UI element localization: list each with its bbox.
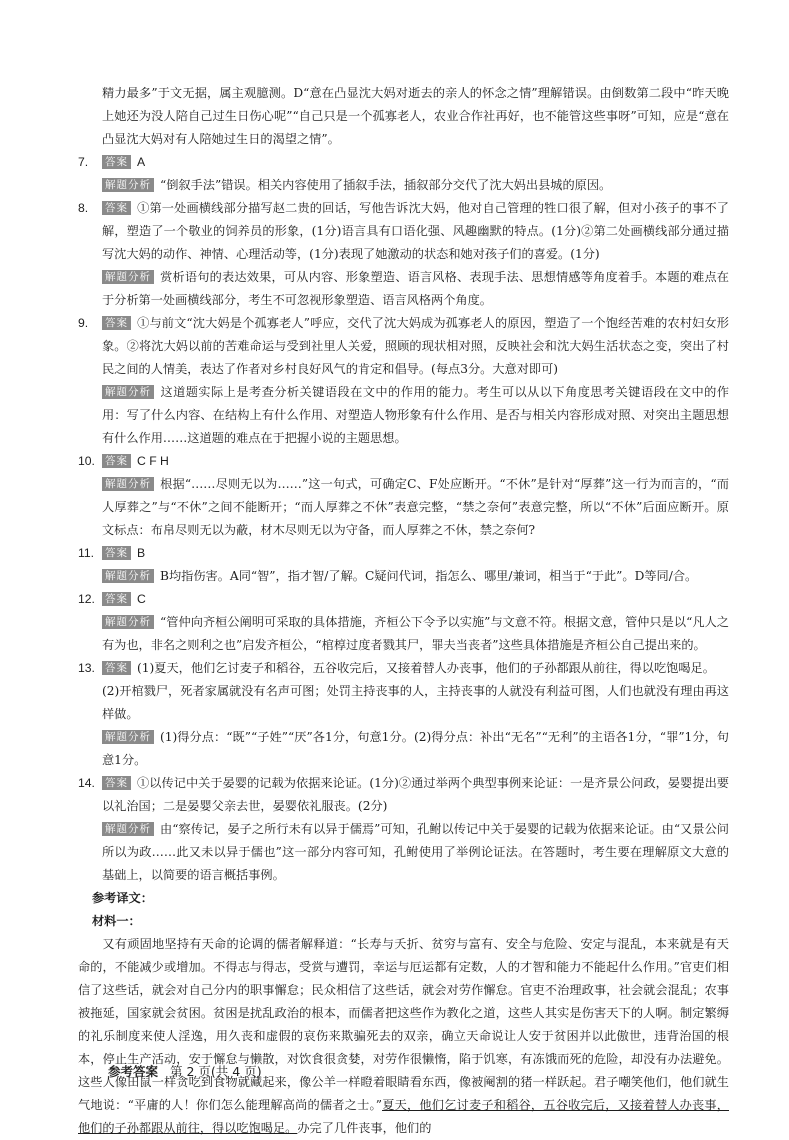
analysis-text: “管仲向齐桓公阐明可采取的具体措施，齐桓公下令予以实施”与文意不符。根据文意，管仲只是以“凡人之有为也，非名之则利之也”启发齐桓公，“棺椁过度者戮其尸，罪夫当丧者”这些具体措施是齐桓公自己提出来的。 [102,615,729,652]
answer-label: 答案 [102,201,131,215]
analysis-text: “倒叙手法”错误。相关内容使用了插叙手法，插叙部分交代了沈大妈出县城的原因。 [160,178,612,192]
answer-text: (1)夏天，他们乞讨麦子和稻谷，五谷收完后，又接着替人办丧事，他们的子孙都跟从前往，得以吃饱喝足。 [137,661,715,675]
footer-label: 参考答案 [108,1064,159,1079]
analysis-text: (1)得分点：“既”“子姓”“厌”各1分，句意1分。(2)得分点：补出“无名”“无利”的主语各1分，“罪”1分，句意1分。 [102,730,729,767]
footer-page-number: 第 2 页(共 4 页) [170,1064,262,1079]
question-11 [78,542,729,588]
analysis-label: 解题分析 [102,615,154,629]
question-9 [78,312,729,450]
answer-label: 答案 [102,776,131,790]
analysis-text: 这道题实际上是考查分析关键语段在文中的作用的能力。考生可以从以下角度思考关键语段在文中的作用：写了什么内容、在结构上有什么作用、对塑造人物形象有什么作用、是否与相关内容形成对照、对突出主题思想有什么作用……这道题的难点在于把握小说的主题思想。 [102,385,729,445]
answer-label: 答案 [102,661,131,675]
question-14 [78,772,729,887]
question-8 [78,197,729,312]
translation-paragraph [78,933,729,1140]
analysis-label: 解题分析 [102,569,154,583]
answer-text-2: (2)开棺戮尸，死者家属就没有名声可图；处罚主持丧事的人，主持丧事的人就没有利益可图，人们也就没有理由再这样做。 [102,684,729,721]
answer-text: B [137,546,146,560]
page-footer [108,1060,262,1083]
question-number: 8. [78,201,89,215]
question-number: 9. [78,316,89,330]
analysis-label: 解题分析 [102,477,154,491]
question-number: 13. [78,661,95,675]
answer-label: 答案 [102,454,131,468]
question-number: 12. [78,592,95,606]
answer-label: 答案 [102,316,131,330]
question-10 [78,450,729,542]
answer-text: C [137,592,146,606]
question-number: 11. [78,546,95,560]
analysis-text: B均指伤害。A同“智”，指才智/了解。C疑问代词，指怎么、哪里/兼词，相当于“于此”。D等同/合。 [160,569,698,583]
answer-text: ①与前文“沈大妈是个孤寡老人”呼应，交代了沈大妈成为孤寡老人的原因，塑造了一个饱经苦难的农村妇女形象。②将沈大妈以前的苦难命运与受到社里人关爱，照顾的现状相对照，反映社会和沈大妈生活状态之变，突出了村民之间的人情美，表达了作者对乡村良好风气的肯定和倡导。(每点3分。大意对即可) [102,316,729,376]
analysis-text: 根据“……尽则无以为……”这一句式，可确定C、F处应断开。“不休”是针对“厚葬”这一行为而言的，“而人厚葬之”与“不休”之间不能断开；“而人厚葬之不休”表意完整，“禁之奈何”表意完整，所以“不休”后面应断开。原文标点：布帛尽则无以为蔽，材木尽则无以为守备，而人厚葬之不休，禁之奈何? [102,477,729,537]
question-number: 14. [78,776,95,790]
answer-label: 答案 [102,592,131,606]
continuation-paragraph: 精力最多”于文无据，属主观臆测。D“意在凸显沈大妈对逝去的亲人的怀念之情”理解错误。由倒数第二段中“昨天晚上她还为没人陪自己过生日伤心呢”“自己只是一个孤寡老人，农业合作社再好，也不能管这些事呀”可知，应是“意在凸显沈大妈对有人陪她过生日的渴望之情”。 [102,86,729,146]
analysis-label: 解题分析 [102,178,154,192]
translation-body: 又有顽固地坚持有天命的论调的儒者解释道：“长寿与夭折、贫穷与富有、安全与危险、安定与混乱，本来就是有天命的，不能减少或增加。不得志与得志，受赏与遭罚，幸运与厄运都有定数，人的才智和能力不能起什么作用。”官吏们相信了这些话，就会对自己分内的职事懈怠；民众相信了这些话，就会对劳作懈怠。官吏不治理政事，社会就会混乱；农事被拖延，国家就会贫困。贫困是扰乱政治的根本，而儒者把这些作为教化之道，这些人其实是伤害天下的人啊。制定繁缛的礼乐制度来使人淫逸，用久丧和虚假的哀伤来欺骗死去的双亲，确立天命说让人安于贫困并以此傲世，违背治国的根本，停止生产活动，安于懈怠与懒散，对饮食很贪婪，对劳作很懒惰，陷于饥寒，有冻饿而死的危险，却没有办法避免。这些人像田鼠一样贪吃到食物就藏起来，像公羊一样瞪着眼睛看东西，像被阉割的猪一样跃起。君子嘲笑他们，他们就生气地说：“平庸的人！你们怎么能理解高尚的儒者之士。” [78,937,729,1112]
analysis-label: 解题分析 [102,270,154,284]
question-12 [78,588,729,657]
question-13 [78,657,729,772]
analysis-text: 由“察传记，晏子之所行未有以异于儒焉”可知，孔鲋以传记中关于晏婴的记载为依据来论证。由“又景公问所以为政……此又未以异于儒也”这一部分内容可知，孔鲋使用了举例论证法。在答题时，考生要在理解原文大意的基础上，以简要的语言概括事例。 [102,822,729,882]
translation-underlined: 夏天，他们乞讨麦子和稻谷，五谷收完后，又接着替人办丧事，他们的子孙都跟从前往，得以吃饱喝足。 [78,1098,729,1135]
answer-text: C F H [137,454,169,468]
answer-label: 答案 [102,546,131,560]
question-7 [78,151,729,197]
answer-text: A [137,155,146,169]
answer-text: ①第一处画横线部分描写赵二贵的回话，写他告诉沈大妈，他对自己管理的牲口很了解，但对小孩子的事不了解，塑造了一个敬业的饲养员的形象，(1分)语言具有口语化强、风趣幽默的特点。(1分)②第二处画横线部分通过描写沈大妈的动作、神情、心理活动等，(1分)表现了她激动的状态和她对孩子们的喜爱。(1分) [102,201,729,261]
answer-text: ①以传记中关于晏婴的记载为依据来论证。(1分)②通过举两个典型事例来论证：一是齐景公问政，晏婴提出要以礼治国；二是晏婴父亲去世，晏婴依礼服丧。(2分) [102,776,729,813]
analysis-label: 解题分析 [102,385,154,399]
analysis-label: 解题分析 [102,730,154,744]
analysis-label: 解题分析 [102,822,154,836]
question-number: 7. [78,155,89,169]
analysis-text: 赏析语句的表达效果，可从内容、形象塑造、语言风格、表现手法、思想情感等角度着手。本题的难点在于分析第一处画横线部分，考生不可忽视形象塑造、语言风格两个角度。 [102,270,729,307]
answer-label: 答案 [102,155,131,169]
material-title: 材料一： [92,914,141,928]
question-number: 10. [78,454,95,468]
translation-title: 参考译文： [92,891,153,905]
translation-tail: 办完了几件丧事，他们的 [297,1121,432,1135]
